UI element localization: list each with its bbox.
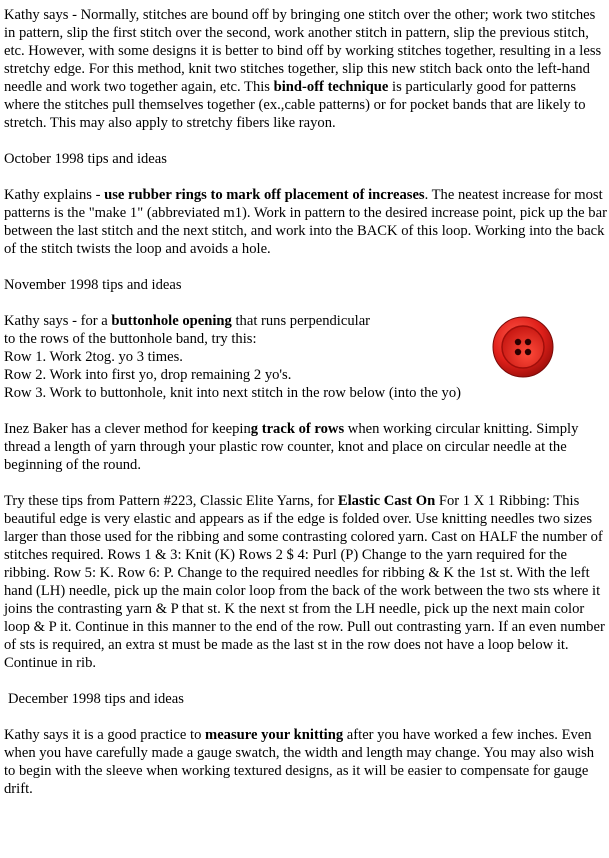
text: Try these tips from Pattern #223, Classic Elite Yarns, for — [4, 493, 338, 509]
row-1-instruction: Row 1. Work 2tog. yo 3 times. — [4, 349, 183, 365]
paragraph-track-rows — [4, 420, 607, 474]
bold-term-measure: measure your knitting — [205, 727, 344, 743]
heading-november: November 1998 tips and ideas — [4, 277, 182, 293]
text: Inez Baker has a clever method for keepin — [4, 421, 251, 437]
paragraph-measure — [4, 726, 607, 798]
paragraph-elastic-cast-on — [4, 492, 607, 672]
text: Kathy says - Normally, stitches are bound off by bringing one stitch over the other; work two stitches in pattern, slip the first stitch over the second, work another stitch in pattern, slip the previous stitch, etc. However, with some designs it is better to bind off by working stitches together, resulting in a less stretchy edge. For this method, knit two stitches together, slip this new stitch back onto the left-hand needle and work two together again, etc. This — [4, 7, 602, 95]
text: . The neatest increase for most patterns is the "make 1" (abbreviated m1). Work in pattern to the desired increase point, pick up the bar between the last stitch and the next stitch, and work into the BACK of this loop. Working into the back of the stitch twists the loop and avoids a hole. — [4, 187, 607, 257]
text: when working circular knitting. Simply thread a length of yarn through your plastic row counter, knot and place on circular needle at the beginning of the round. — [4, 421, 579, 473]
bold-term-elastic-cast-on: Elastic Cast On — [337, 493, 436, 509]
bold-term-rubber-rings: use rubber rings to mark off placement of increases — [104, 187, 425, 203]
heading-december: December 1998 tips and ideas — [8, 691, 184, 707]
text: that runs perpendicular — [231, 313, 371, 329]
text: is particularly good for patterns where the stitches pull themselves together (ex.,cable patterns) or for pocket bands that are likely to stretch. This may also apply to stretchy fibers like rayon. — [4, 79, 586, 131]
heading-october: October 1998 tips and ideas — [4, 151, 167, 167]
text: to the rows of the buttonhole band, try this: — [4, 331, 257, 347]
text: For 1 X 1 Ribbing: This beautiful edge is very elastic and appears as if the edge is folded over. Use knitting needles two sizes larger than those used for the ribbing and some contrasting colored yarn. Cast on HALF the number of stitches required. Rows 1 & 3: Knit (K) Rows 2 $ 4: Purl (P) Change to the yarn required for the ribbing. Row 5: K. Row 6: P. Change to the required needles for ribbing & K the 1st st. With the left hand (LH) needle, pick up the main color loop from the back of the work between the two sts where it joins the contrasting yarn & P that st. K the next st from the LH needle, pick up the next main color loop & P it. Continue in this manner to the end of the row. Pull out contrasting yarn. If an even number of sts is required, an extra st must be made as the last st in the row does not have a loop below it. Continue in rib. — [4, 493, 605, 671]
row-2-instruction: Row 2. Work into first yo, drop remaining 2 yo's. — [4, 367, 292, 383]
paragraph-increases — [4, 186, 607, 258]
document-body — [4, 6, 607, 816]
bold-term-buttonhole: buttonhole opening — [111, 313, 232, 329]
text: Kathy explains - — [4, 187, 105, 203]
text: Kathy says - for a — [4, 313, 112, 329]
bold-term-bind-off: bind-off technique — [273, 79, 389, 95]
paragraph-bind-off — [4, 6, 607, 132]
bold-term-track-rows: g track of rows — [250, 421, 345, 437]
text: Kathy says it is a good practice to — [4, 727, 206, 743]
text: after you have worked a few inches. Even when you have carefully made a gauge swatch, the width and length may change. You may also wish to begin with the sleeve when working textured designs, as it will be easier to compensate for gauge drift. — [4, 727, 595, 797]
row-3-instruction: Row 3. Work to buttonhole, knit into next stitch in the row below (into the yo) — [4, 385, 461, 401]
red-button-icon — [492, 316, 554, 378]
